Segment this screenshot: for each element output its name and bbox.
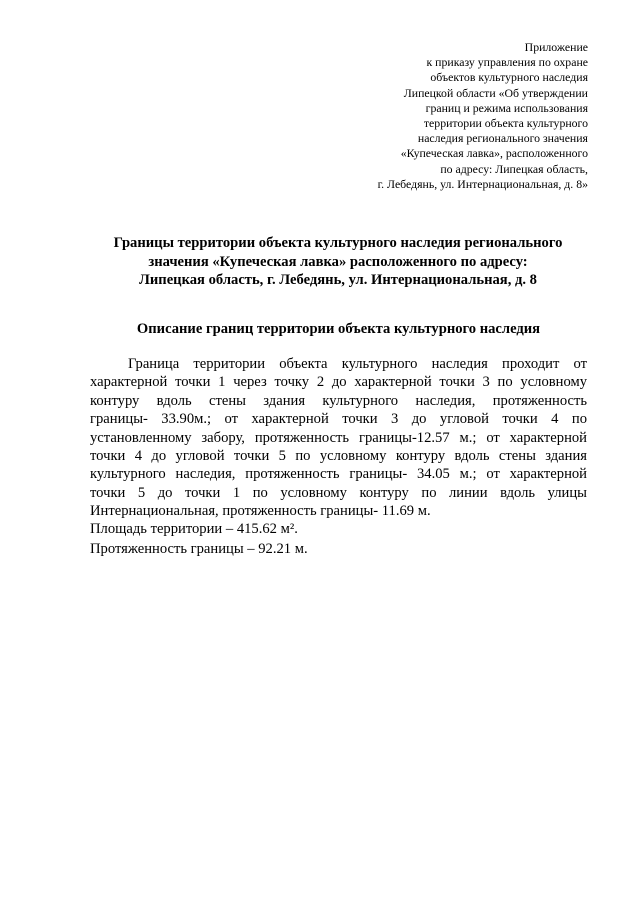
description-line: характерной точки 1 через точку 2 до характерной точки 3 по условному	[90, 374, 587, 391]
description-line: установленному забору, протяженность границы-12.57 м.; от характерной	[90, 429, 587, 446]
territory-area: Площадь территории – 415.62 м².	[90, 521, 298, 537]
appendix-line: к приказу управления по охране	[426, 55, 588, 70]
appendix-line: по адресу: Липецкая область,	[440, 161, 588, 176]
appendix-line: Приложение	[524, 40, 588, 54]
appendix-line: «Купеческая лавка», расположенного	[400, 146, 588, 161]
appendix-header	[268, 40, 588, 192]
document-title	[78, 234, 598, 290]
appendix-line: наследия регионального значения	[417, 131, 588, 146]
section-heading: Описание границ территории объекта культурного наследия	[136, 321, 541, 337]
appendix-line: Липецкой области «Об утверждении	[403, 85, 588, 100]
description-line: культурного наследия, протяженность границы- 34.05 м.; от характерной	[90, 466, 587, 483]
description-line: Граница территории объекта культурного наследия проходит от	[128, 356, 587, 372]
appendix-line: территории объекта культурного	[423, 116, 588, 131]
description-line: точки 5 до точки 1 по условному контуру по линии вдоль улицы	[90, 484, 587, 501]
description-line: контуру вдоль стены здания культурного наследия, протяженность	[90, 392, 587, 409]
territory-facts	[90, 520, 587, 559]
description-line: границы- 33.90м.; от характерной точки 3 до угловой точки 4 по	[90, 411, 587, 428]
title-line: Липецкая область, г. Лебедянь, ул. Интернациональная, д. 8	[139, 272, 537, 288]
description-line: Интернациональная, протяженность границы- 11.69 м.	[90, 503, 431, 520]
appendix-line: границ и режима использования	[425, 100, 588, 115]
boundary-length: Протяженность границы – 92.21 м.	[90, 540, 308, 557]
boundary-description	[90, 355, 587, 521]
title-line: значения «Купеческая лавка» расположенного по адресу:	[148, 253, 528, 270]
description-line: точки 4 до угловой точки 5 по условному контуру вдоль стены здания	[90, 447, 587, 464]
appendix-line: объектов культурного наследия	[430, 70, 588, 85]
appendix-line: г. Лебедянь, ул. Интернациональная, д. 8»	[377, 176, 588, 191]
title-line: Границы территории объекта культурного наследия регионального	[113, 235, 563, 251]
